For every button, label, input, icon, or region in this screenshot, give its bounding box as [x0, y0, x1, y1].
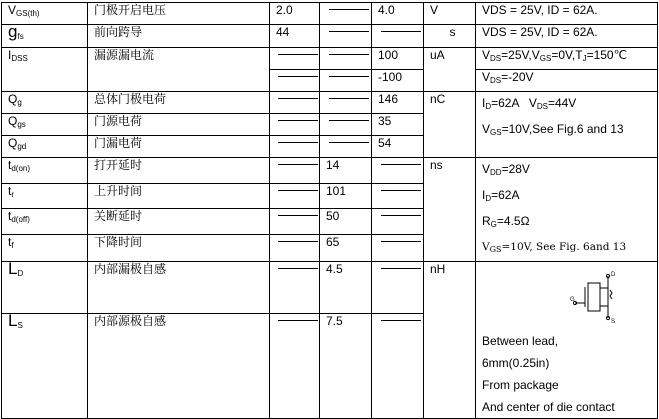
param-name: 内部源极自感: [88, 313, 270, 418]
dash-mark: [329, 54, 369, 55]
symbol-gfs: $g_{fs}$: [2, 25, 88, 48]
min-empty: [270, 184, 320, 209]
desc-line: From package: [482, 378, 559, 392]
dash-mark: [329, 142, 369, 143]
typ-empty: [320, 25, 372, 48]
symbol-tr: $t_r$: [2, 184, 88, 209]
unit: V: [424, 3, 476, 25]
param-name: 门漏电荷: [88, 136, 270, 158]
param-name: 打开延时: [88, 158, 270, 184]
typ-empty: [320, 114, 372, 136]
dash-mark: [278, 98, 318, 99]
min-empty: [270, 234, 320, 261]
max-value: 146: [372, 92, 424, 114]
min-empty: [270, 313, 320, 418]
typ-value: 65: [320, 234, 372, 261]
param-name: 下降时间: [88, 234, 270, 261]
min-value: 2.0: [270, 3, 320, 25]
test-condition: VDS = 25V, ID = 62A.: [476, 25, 658, 48]
param-name: 总体门极电荷: [88, 92, 270, 114]
dash-mark: [278, 320, 318, 321]
dash-mark: [381, 268, 421, 269]
test-condition: $V_{DD}=28V$ $I_D=62A$ $R_G=4.5\Omega$ $V_{GS}=10V$, See Fig. 6and 13: [476, 158, 658, 262]
dash-mark: [381, 215, 421, 216]
dash-mark: [381, 31, 421, 32]
gate-label: G: [570, 297, 575, 303]
dash-mark: [278, 164, 318, 165]
source-label: S: [611, 319, 616, 324]
max-empty: [372, 313, 424, 418]
min-empty: [270, 262, 320, 314]
unit: uA: [424, 48, 476, 92]
typ-empty: [320, 48, 372, 70]
table-row: [2, 262, 658, 314]
dash-mark: [278, 215, 318, 216]
min-value: 44: [270, 25, 320, 48]
dash-mark: [381, 190, 421, 191]
dash-mark: [278, 54, 318, 55]
max-empty: [372, 158, 424, 184]
test-condition: [476, 262, 658, 419]
typ-empty: [320, 3, 372, 25]
min-empty: [270, 70, 320, 92]
symbol-tf: $t_f$: [2, 234, 88, 261]
dash-mark: [381, 241, 421, 242]
unit: ns: [424, 158, 476, 262]
symbol-qgs: $Q_{gs}$: [2, 114, 88, 136]
min-empty: [270, 114, 320, 136]
desc-line: And center of die contact: [482, 400, 615, 414]
mosfet-symbol-icon: [570, 270, 620, 324]
symbol-qg: $Q_g$: [2, 92, 88, 114]
typ-empty: [320, 136, 372, 158]
min-empty: [270, 209, 320, 234]
dash-mark: [278, 142, 318, 143]
max-empty: [372, 262, 424, 314]
dash-mark: [381, 320, 421, 321]
symbol-vgsth: $V_{GS(th)}$: [2, 3, 88, 25]
test-condition: $V_{DS}=25V,V_{GS}=0V,T_J=150℃$: [476, 48, 658, 70]
param-name: 门极开启电压: [88, 3, 270, 25]
symbol-ld: $L_D$: [2, 262, 88, 314]
param-name: 关断延时: [88, 209, 270, 234]
param-name: 上升时间: [88, 184, 270, 209]
unit: s: [424, 25, 476, 48]
inductor-coil: [610, 290, 612, 299]
max-empty: [372, 184, 424, 209]
symbol-tdon: $t_{d(on)}$: [2, 158, 88, 184]
dash-mark: [278, 241, 318, 242]
dash-mark: [329, 31, 369, 32]
table-row: [2, 92, 658, 114]
min-empty: [270, 158, 320, 184]
symbol-tdoff: $t_{d(off)}$: [2, 209, 88, 234]
param-name: 前向跨导: [88, 25, 270, 48]
dash-mark: [278, 190, 318, 191]
typ-value: 7.5: [320, 313, 372, 418]
dash-mark: [278, 120, 318, 121]
desc-line: Between lead,: [482, 334, 559, 348]
dash-mark: [329, 120, 369, 121]
unit: nH: [424, 262, 476, 419]
dash-mark: [329, 9, 369, 10]
param-name: 内部漏极自感: [88, 262, 270, 314]
mosfet-channel: [588, 283, 600, 311]
max-value: 54: [372, 136, 424, 158]
typ-empty: [320, 92, 372, 114]
min-empty: [270, 136, 320, 158]
table-row: [2, 3, 658, 25]
table-row: [2, 48, 658, 70]
table-row: [2, 158, 658, 184]
typ-value: 101: [320, 184, 372, 209]
max-empty: [372, 25, 424, 48]
max-empty: [372, 234, 424, 261]
symbol-qgd: $Q_{gd}$: [2, 136, 88, 158]
dash-mark: [278, 268, 318, 269]
min-empty: [270, 92, 320, 114]
max-empty: [372, 209, 424, 234]
unit: nC: [424, 92, 476, 158]
max-value: 35: [372, 114, 424, 136]
min-empty: [270, 48, 320, 70]
spec-table: [1, 2, 658, 419]
max-value: 4.0: [372, 3, 424, 25]
param-name: 门源电荷: [88, 114, 270, 136]
dash-mark: [278, 76, 318, 77]
typ-value: 14: [320, 158, 372, 184]
symbol-idss: $I_{DSS}$: [2, 48, 88, 92]
typ-value: 4.5: [320, 262, 372, 314]
param-name: 漏源漏电流: [88, 48, 270, 92]
max-value: -100: [372, 70, 424, 92]
dash-mark: [329, 76, 369, 77]
symbol-ls: $L_S$: [2, 313, 88, 418]
max-value: 100: [372, 48, 424, 70]
desc-line: 6mm(0.25in): [482, 356, 550, 370]
dash-mark: [381, 164, 421, 165]
typ-value: 50: [320, 209, 372, 234]
test-condition: $I_D=62A$ $V_{DS}=44V$ $V_{GS}=10V,See$ Fig.6 and 13: [476, 92, 658, 158]
drain-label: D: [611, 272, 616, 278]
test-condition: $V_{DS}=-20V$: [476, 70, 658, 92]
table-row: [2, 25, 658, 48]
dash-mark: [329, 98, 369, 99]
typ-empty: [320, 70, 372, 92]
test-condition: VDS = 25V, ID = 62A.: [476, 3, 658, 25]
